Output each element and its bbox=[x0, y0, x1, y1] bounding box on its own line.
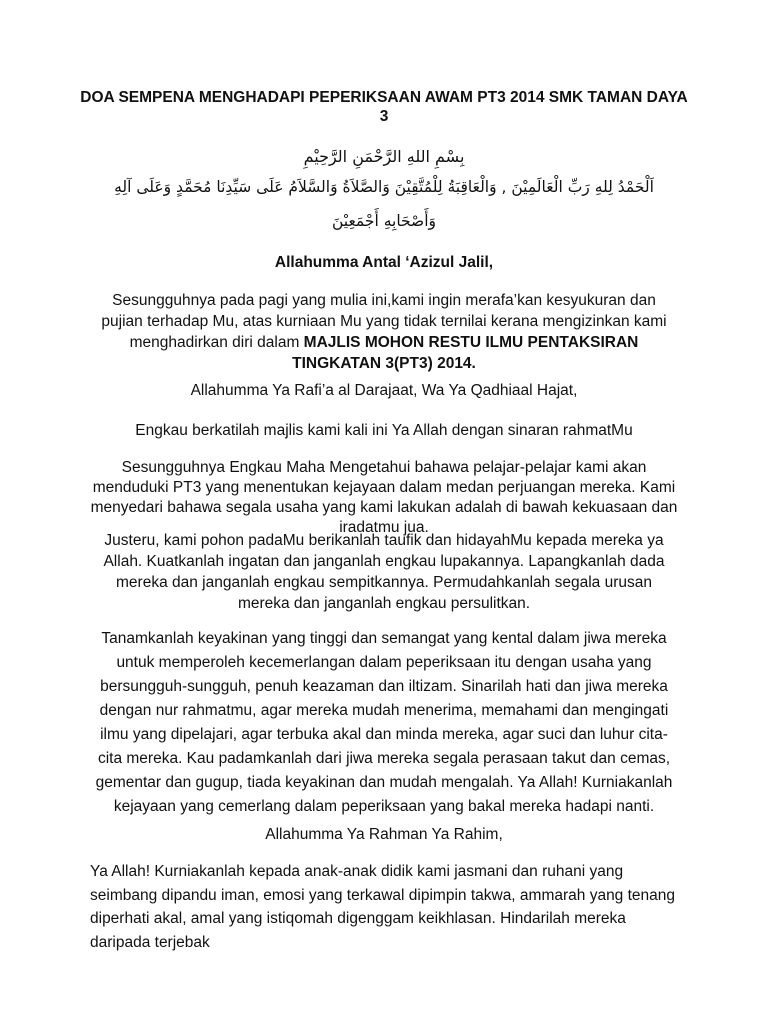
paragraph-knowledge: Sesungguhnya Engkau Maha Mengetahui bahawa pelajar-pelajar kami akan menduduki PT3 yang menentukan kejayaan dalam medan perjuangan mereka. Kami menyedari bahawa segala usaha yang kami lakukan adalah di bawah kekuasaan dan iradatmu jua. bbox=[90, 459, 678, 536]
bismillah-line: بِسْمِ اللهِ الرَّحْمَنِ الرَّحِيْمِ bbox=[303, 147, 465, 166]
opening-invocation: Allahumma Antal ‘Azizul Jalil, bbox=[274, 254, 494, 271]
paragraph-guidance: Justeru, kami pohon padaMu berikanlah taufik dan hidayahMu kepada mereka ya Allah. Kuatkanlah ingatan dan janganlah engkau lupakannya. Lapangkanlah dada mereka dan janganlah engkau sempitkannya. Permudahkanlah segala urusan mereka dan janganlah engkau persulitkan. bbox=[103, 532, 665, 612]
paragraph-gratitude-text: Sesungguhnya pada pagi yang mulia ini,kami ingin merafa’kan kesyukuran dan pujian terhadap Mu, atas kurniaan Mu yang tidak ternilai kerana mengizinkan kami menghadirkan diri dalam bbox=[101, 292, 667, 351]
document-title: DOA SEMPENA MENGHADAPI PEPERIKSAAN AWAM PT3 2014 SMK TAMAN DAYA 3 bbox=[80, 89, 688, 125]
invocation-rahman: Allahumma Ya Rahman Ya Rahim, bbox=[265, 826, 503, 843]
salawat-line-1: اَلْحَمْدُ لِلهِ رَبِّ الْعَالَمِيْنَ , وَالْعَاقِبَةُ لِلْمُتَّقِيْنَ وَالصَّلاَةُ وَالسَّلاَمُ عَلَى سَيِّدِنَا مُحَمَّدٍ وَعَلَى آلِهِ bbox=[114, 178, 654, 196]
invocation-rafia: Allahumma Ya Rafi’a al Darajaat, Wa Ya Qadhiaal Hajat, bbox=[190, 382, 578, 399]
event-name: MAJLIS MOHON RESTU ILMU PENTAKSIRAN TINGKATAN 3(PT3) 2014. bbox=[292, 334, 639, 372]
paragraph-gratitude bbox=[90, 290, 678, 374]
paragraph-blessing: Engkau berkatilah majlis kami kali ini Ya Allah dengan sinaran rahmatMu bbox=[135, 422, 633, 439]
paragraph-confidence: Tanamkanlah keyakinan yang tinggi dan semangat yang kental dalam jiwa mereka untuk memperoleh kecemerlangan dalam peperiksaan itu dengan usaha yang bersungguh-sungguh, penuh keazaman dan iltizam. Sinarilah hati dan jiwa mereka dengan nur rahmatmu, agar mereka mudah menerima, memahami dan mengingati ilmu yang dipelajari, agar terbuka akal dan minda mereka, agar suci dan luhur cita-cita mereka. Kau padamkanlah dari jiwa mereka segala perasaan takut dan cemas, gementar dan gugup, tiada keyakinan dan mudah mengalah. Ya Allah! Kurniakanlah kejayaan yang cemerlang dalam peperiksaan yang bakal mereka hadapi nanti. bbox=[95, 630, 673, 815]
salawat-line-2: وَأَصْحَابِهِ أَجْمَعِيْنَ bbox=[331, 212, 437, 230]
paragraph-balance: Ya Allah! Kurniakanlah kepada anak-anak didik kami jasmani dan ruhani yang seimbang dipandu iman, emosi yang terkawal dipimpin takwa, ammarah yang tenang diperhati akal, amal yang istiqomah digenggam keikhlasan. Hindarilah mereka daripada terjebak bbox=[90, 863, 676, 951]
